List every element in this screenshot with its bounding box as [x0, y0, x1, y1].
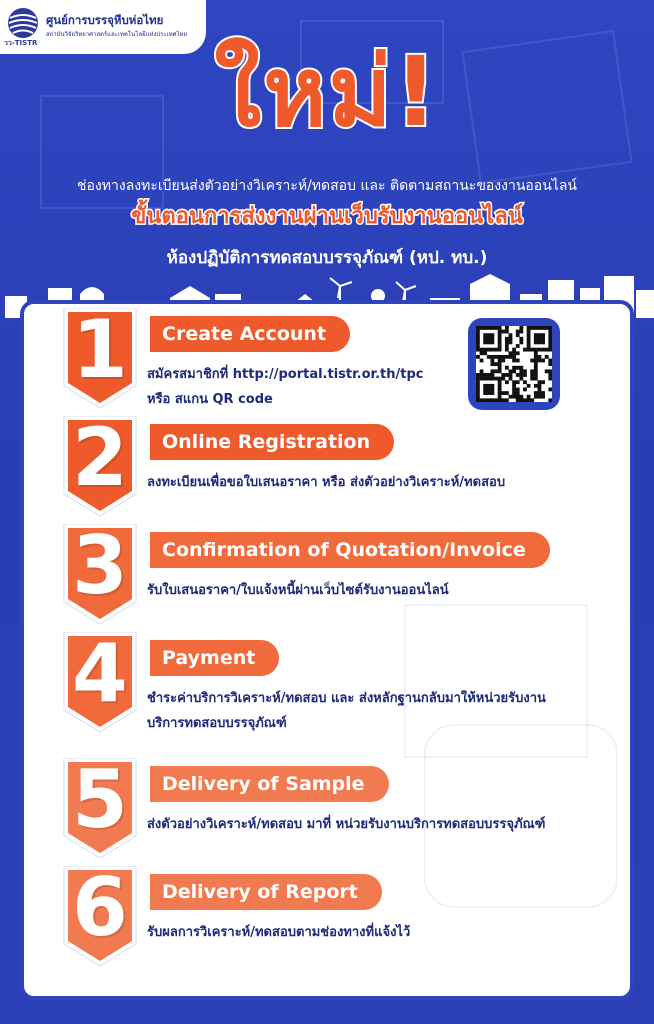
step-number: 6 — [72, 861, 128, 954]
step-title: Payment — [150, 640, 279, 676]
step-1 — [60, 303, 620, 408]
step-number-badge — [60, 861, 140, 966]
step-title: Online Registration — [150, 424, 394, 460]
step-number: 4 — [72, 627, 128, 720]
step-description-line: ชำระค่าบริการวิเคราะห์/ทดสอบ และ ส่งหลักฐานกลับมาให้หน่วยรับงาน — [147, 691, 546, 706]
lab-title: ห้องปฏิบัติการทดสอบบรรจุภัณฑ์ (หป. ทบ.) — [166, 248, 488, 268]
step-2 — [60, 411, 620, 516]
step-5 — [60, 753, 620, 858]
logo-name: ศูนย์การบรรจุหีบห่อไทย — [46, 13, 164, 27]
step-description-line: หรือ สแกน QR code — [147, 392, 273, 407]
step-number: 2 — [72, 411, 128, 504]
subtitle: ช่องทางลงทะเบียนส่งตัวอย่างวิเคราะห์/ทดสอบ และ ติดตามสถานะของงานออนไลน์ — [77, 178, 577, 194]
step-description-line: บริการทดสอบบรรจุภัณฑ์ — [147, 716, 287, 731]
logo-abbreviation: วว-TISTR — [4, 39, 38, 47]
step-description — [147, 920, 410, 945]
step-description-line: ลงทะเบียนเพื่อขอใบเสนอราคา หรือ ส่งตัวอย่างวิเคราะห์/ทดสอบ — [147, 475, 506, 490]
step-description — [147, 362, 423, 412]
step-4 — [60, 627, 620, 732]
step-title: Create Account — [150, 316, 350, 352]
step-number: 1 — [72, 303, 128, 396]
step-description-line: รับใบเสนอราคา/ใบแจ้งหนี้ผ่านเว็บไซต์รับงานออนไลน์ — [147, 583, 449, 598]
step-3 — [60, 519, 620, 624]
step-number-badge — [60, 519, 140, 624]
step-description-line: ส่งตัวอย่างวิเคราะห์/ทดสอบ มาที่ หน่วยรับงานบริการทดสอบบรรจุภัณฑ์ — [147, 817, 546, 832]
step-description — [147, 812, 545, 837]
step-title: Confirmation of Quotation/Invoice — [150, 532, 550, 568]
step-description-line: สมัครสมาชิกที่ http://portal.tistr.or.th/tpc — [147, 367, 424, 382]
step-description-line: รับผลการวิเคราะห์/ทดสอบตามช่องทางที่แจ้งไว้ — [147, 925, 411, 940]
step-number-badge — [60, 411, 140, 516]
step-6 — [60, 861, 620, 966]
step-description — [147, 686, 546, 736]
step-number-badge — [60, 753, 140, 858]
headline: ใหม่! — [214, 36, 440, 148]
step-title: Delivery of Sample — [150, 766, 389, 802]
step-description — [147, 578, 449, 603]
logo-subtitle: สถาบันวิจัยวิทยาศาสตร์และเทคโนโลยีแห่งประเทศไทย — [46, 31, 187, 38]
step-number-badge — [60, 627, 140, 732]
step-description — [147, 470, 505, 495]
main-title: ขั้นตอนการส่งงานผ่านเว็บรับงานออนไลน์ — [131, 204, 523, 229]
step-number-badge — [60, 303, 140, 408]
logo-icon — [6, 6, 40, 40]
step-number: 5 — [72, 753, 128, 846]
step-title: Delivery of Report — [150, 874, 382, 910]
step-number: 3 — [72, 519, 128, 612]
